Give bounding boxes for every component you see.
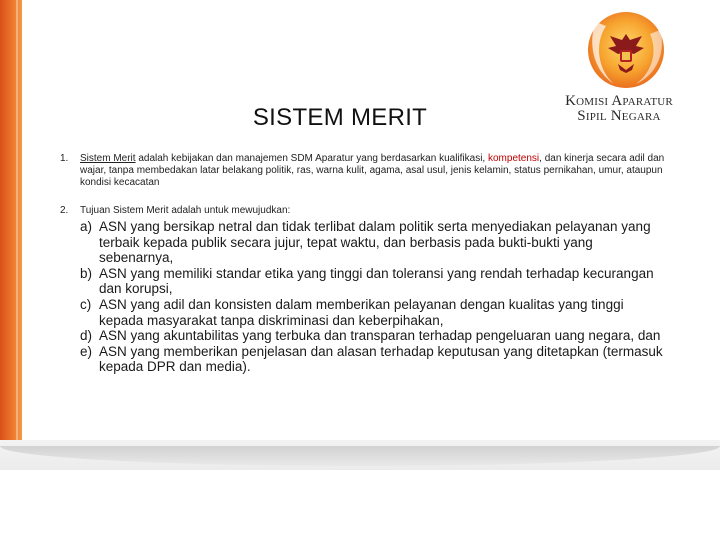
list-marker: d) [80,328,93,344]
sistem-merit-term: Sistem Merit [80,153,136,164]
list-marker: c) [80,296,92,312]
logo-line-2: Sipil Negara [577,108,661,124]
kasn-logo-text [557,94,681,124]
list-item-text: ASN yang memiliki standar etika yang tinggi dan toleransi yang rendah terhadap kecurangan dan korupsi, [99,265,654,297]
point-1 [60,153,670,189]
list-item [80,219,665,266]
bottom-area [0,470,720,540]
list-item [80,328,665,344]
point-1-text-b: , dan kinerja secara adil dan wajar, tanpa membedakan latar belakang politik, ras, warna kulit, agama, asal usul, jenis kelamin, status pernikahan, umur, ataupun kondisi kecacatan [80,153,665,188]
slide-title: SISTEM MERIT [252,104,428,131]
list-item-text: ASN yang adil dan konsisten dalam memberikan pelayanan dengan kualitas yang tinggi kepada masyarakat tanpa diskriminasi dan keberpihakan, [99,296,624,328]
left-accent-bar [0,0,22,470]
list-item-text: ASN yang memberikan penjelasan dan alasan terhadap keputusan yang ditetapkan (termasuk kepada DPR dan media). [99,343,663,375]
kompetensi-highlight: kompetensi [488,153,540,164]
list-item-text: ASN yang akuntabilitas yang terbuka dan transparan terhadap pengeluaran uang negara, dan [99,328,661,344]
point-2 [60,205,670,217]
objectives-list [80,219,665,375]
point-2-number: 2. [60,205,69,216]
point-2-intro: Tujuan Sistem Merit adalah untuk mewujudkan: [80,205,291,216]
list-marker: b) [80,265,93,281]
list-marker: e) [80,343,93,359]
list-marker: a) [80,219,93,234]
point-1-text-a: adalah kebijakan dan manajemen SDM Aparatur yang berdasarkan kualifikasi, [135,153,488,164]
list-item [80,297,665,328]
list-item [80,344,665,375]
list-item-text: ASN yang bersikap netral dan tidak terlibat dalam politik serta menyediakan pelayanan yang terbaik kepada publik secara jujur, tepat waktu, dan berbasis pada bukti-bukti yang sebenarnya, [99,219,651,266]
point-1-text [80,153,670,189]
list-item [80,266,665,297]
point-1-number: 1. [60,153,69,164]
logo-line-1: Komisi Aparatur [565,93,673,109]
